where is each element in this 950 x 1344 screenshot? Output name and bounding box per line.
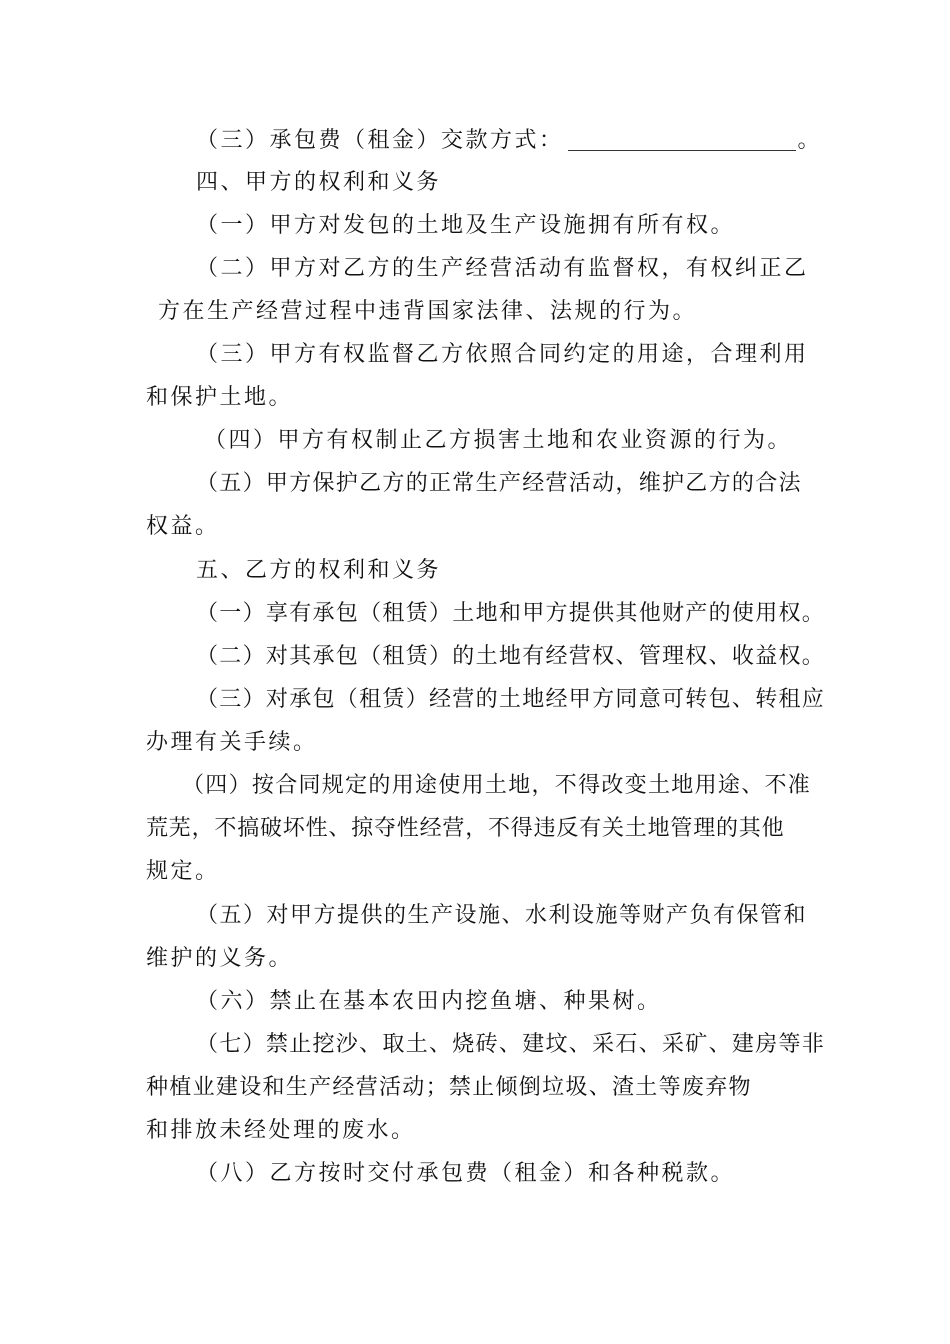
clause-4-1: （一）甲方对发包的土地及生产设施拥有所有权。	[196, 213, 736, 238]
clause-4-2-line-1: （二）甲方对乙方的生产经营活动有监督权，有权纠正乙	[196, 256, 809, 281]
clause-5-4-line-1: （四）按合同规定的用途使用土地，不得改变土地用途、不准	[182, 773, 812, 798]
clause-5-4-line-2: 荒芜，不搞破坏性、掠夺性经营，不得违反有关土地管理的其他	[146, 816, 785, 841]
clause-5-3-line-2: 办理有关手续。	[146, 730, 318, 755]
section-heading-5: 五、乙方的权利和义务	[196, 558, 442, 583]
clause-5-8: （八）乙方按时交付承包费（租金）和各种税款。	[196, 1161, 736, 1186]
clause-text: （三）承包费（租金）交款方式：	[196, 128, 564, 153]
clause-4-5-line-1: （五）甲方保护乙方的正常生产经营活动，维护乙方的合法	[196, 471, 802, 496]
clause-4-3-line-1: （三）甲方有权监督乙方依照合同约定的用途，合理利用	[196, 342, 809, 367]
clause-5-5-line-2: 维护的义务。	[146, 946, 294, 971]
clause-5-2: （二）对其承包（租赁）的土地有经营权、管理权、收益权。	[196, 644, 826, 669]
clause-4-3-line-2: 和保护土地。	[146, 385, 294, 410]
clause-5-6: （六）禁止在基本农田内挖鱼塘、种果树。	[196, 989, 662, 1014]
clause-3-payment-method	[196, 126, 823, 156]
clause-4-2-line-2: 方在生产经营过程中违背国家法律、法规的行为。	[158, 299, 698, 324]
clause-5-3-line-1: （三）对承包（租赁）经营的土地经甲方同意可转包、转租应	[196, 687, 826, 712]
clause-5-4-line-3: 规定。	[146, 859, 220, 884]
clause-5-7-line-2: 种植业建设和生产经营活动；禁止倾倒垃圾、渣土等废弃物	[146, 1075, 752, 1100]
clause-4-5-line-2: 权益。	[146, 514, 220, 539]
clause-5-7-line-3: 和排放未经处理的废水。	[146, 1118, 416, 1143]
clause-5-7-line-1: （七）禁止挖沙、取土、烧砖、建坟、采石、采矿、建房等非	[196, 1032, 826, 1057]
clause-5-1: （一）享有承包（租赁）土地和甲方提供其他财产的使用权。	[196, 601, 826, 626]
section-heading-4: 四、甲方的权利和义务	[196, 170, 442, 195]
fill-in-blank[interactable]	[568, 130, 796, 151]
clause-text-end: 。	[797, 128, 823, 153]
clause-5-5-line-1: （五）对甲方提供的生产设施、水利设施等财产负有保管和	[196, 903, 808, 928]
clause-4-4: （四）甲方有权制止乙方损害土地和农业资源的行为。	[204, 428, 793, 453]
